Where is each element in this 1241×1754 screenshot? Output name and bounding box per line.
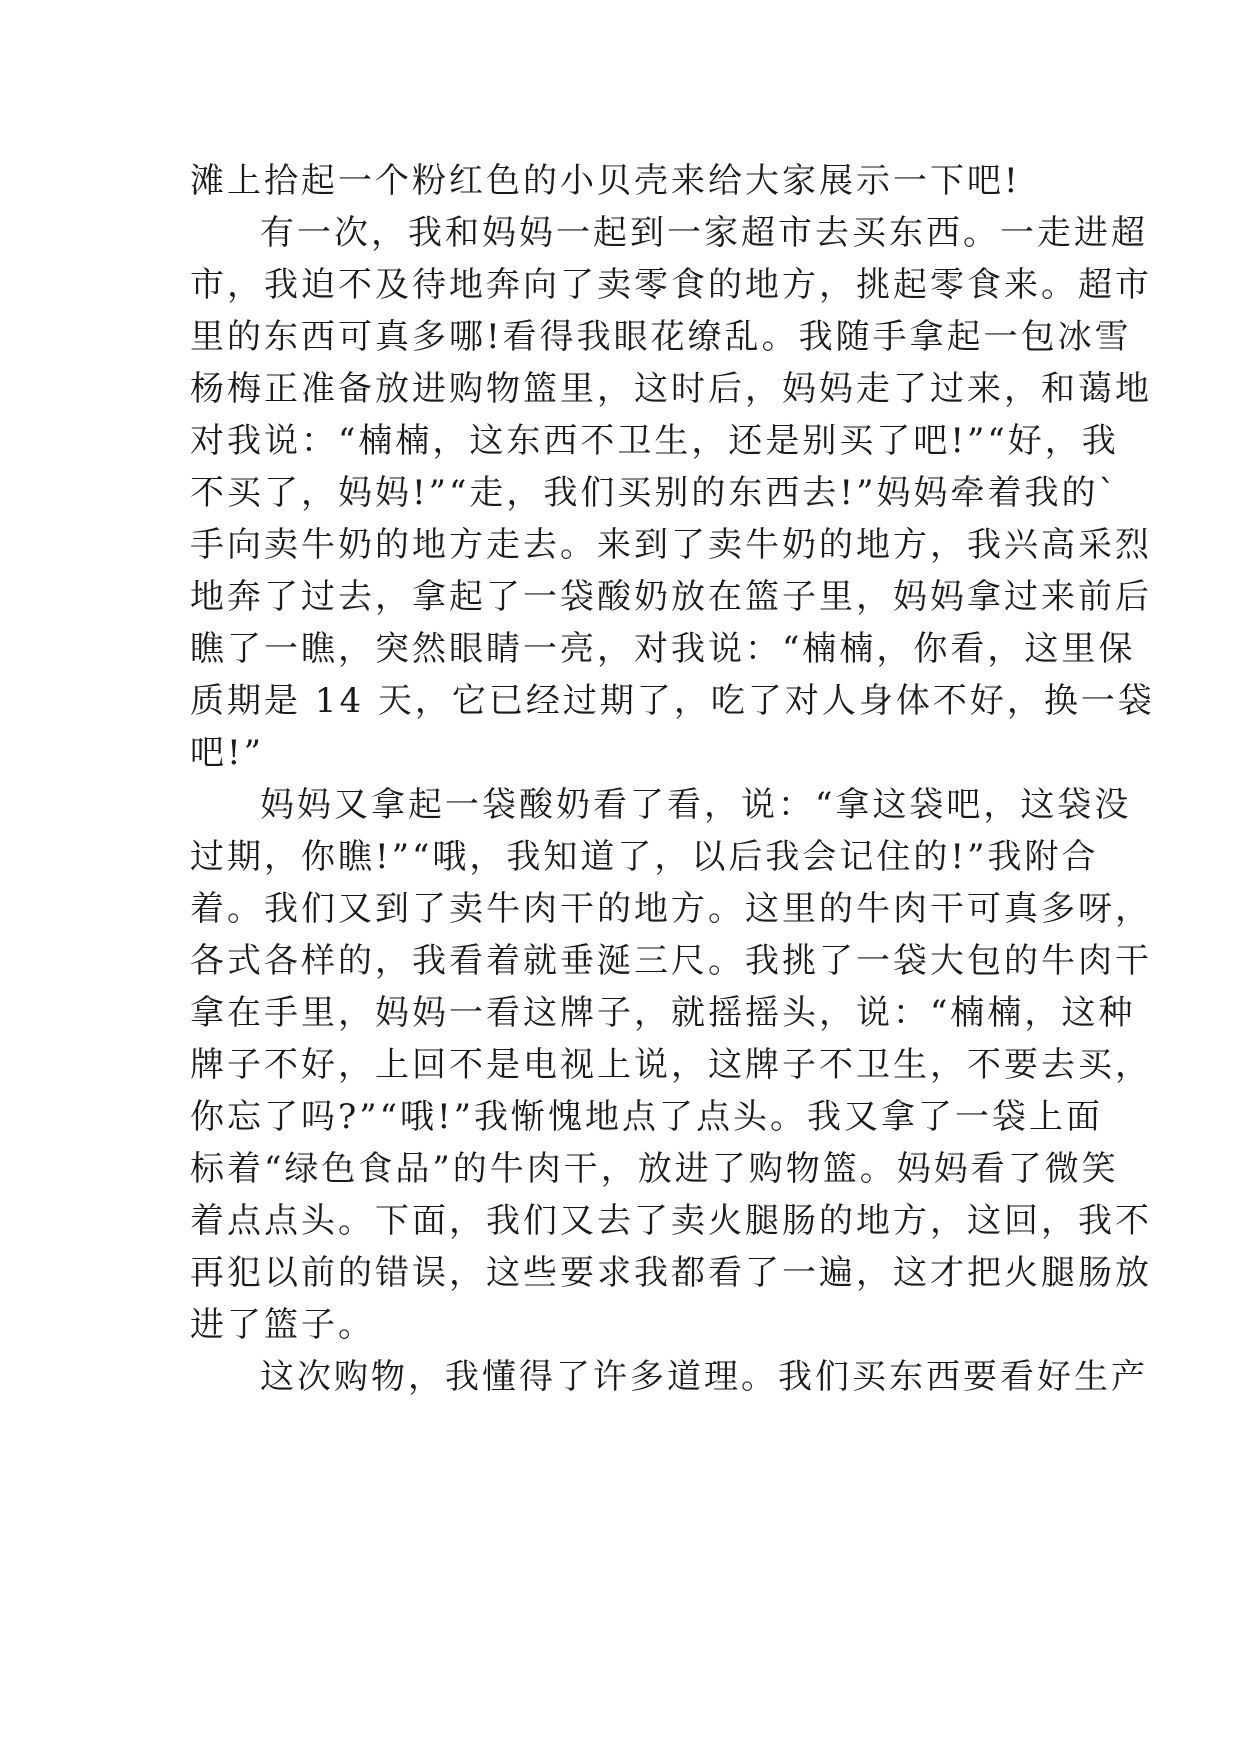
paragraph-start-line: 这次购物，我懂得了许多道理。我们买东西要看好生产	[260, 1357, 1148, 1397]
text-line: 各式各样的，我看着就垂涎三尺。我挑了一袋大包的牛肉干	[190, 941, 1152, 981]
text-line: 滩上拾起一个粉红色的小贝壳来给大家展示一下吧!	[190, 161, 1021, 201]
text-line: 着。我们又到了卖牛肉干的地方。这里的牛肉干可真多呀，	[190, 889, 1152, 929]
text-line: 不买了，妈妈!”“走，我们买别的东西去!”妈妈牵着我的`	[190, 473, 1119, 513]
text-line: 牌子不好，上回不是电视上说，这牌子不卫生，不要去买，	[190, 1045, 1152, 1085]
text-line: 进了篮子。	[190, 1305, 375, 1345]
text-line: 市，我迫不及待地奔向了卖零食的地方，挑起零食来。超市	[190, 265, 1152, 305]
paragraph-start-line: 妈妈又拿起一袋酸奶看了看，说：“拿这袋吧，这袋没	[260, 785, 1132, 825]
text-line: 里的东西可真多哪!看得我眼花缭乱。我随手拿起一包冰雪	[190, 317, 1132, 357]
text-line: 标着“绿色食品”的牛肉干，放进了购物篮。妈妈看了微笑	[190, 1149, 1119, 1189]
paragraph-start-line: 有一次，我和妈妈一起到一家超市去买东西。一走进超	[260, 213, 1148, 253]
text-line: 你忘了吗?”“哦!”我惭愧地点了点头。我又拿了一袋上面	[190, 1097, 1104, 1137]
text-line: 瞧了一瞧，突然眼睛一亮，对我说：“楠楠，你看，这里保	[190, 629, 1136, 669]
text-line: 过期，你瞧!”“哦，我知道了，以后我会记住的!”我附合	[190, 837, 1099, 877]
text-line: 地奔了过去，拿起了一袋酸奶放在篮子里，妈妈拿过来前后	[190, 577, 1152, 617]
text-line: 对我说：“楠楠，这东西不卫生，还是别买了吧!”“好，我	[190, 421, 1119, 461]
text-line: 手向卖牛奶的地方走去。来到了卖牛奶的地方，我兴高采烈	[190, 525, 1152, 565]
text-line: 杨梅正准备放进购物篮里，这时后，妈妈走了过来，和蔼地	[190, 369, 1152, 409]
text-line: 着点点头。下面，我们又去了卖火腿肠的地方，这回，我不	[190, 1201, 1152, 1241]
text-line: 质期是 14 天，它已经过期了，吃了对人身体不好，换一袋	[190, 681, 1155, 721]
text-line: 再犯以前的错误，这些要求我都看了一遍，这才把火腿肠放	[190, 1253, 1152, 1293]
text-line: 吧!”	[190, 733, 265, 773]
text-line: 拿在手里，妈妈一看这牌子，就摇摇头，说：“楠楠，这种	[190, 993, 1136, 1033]
